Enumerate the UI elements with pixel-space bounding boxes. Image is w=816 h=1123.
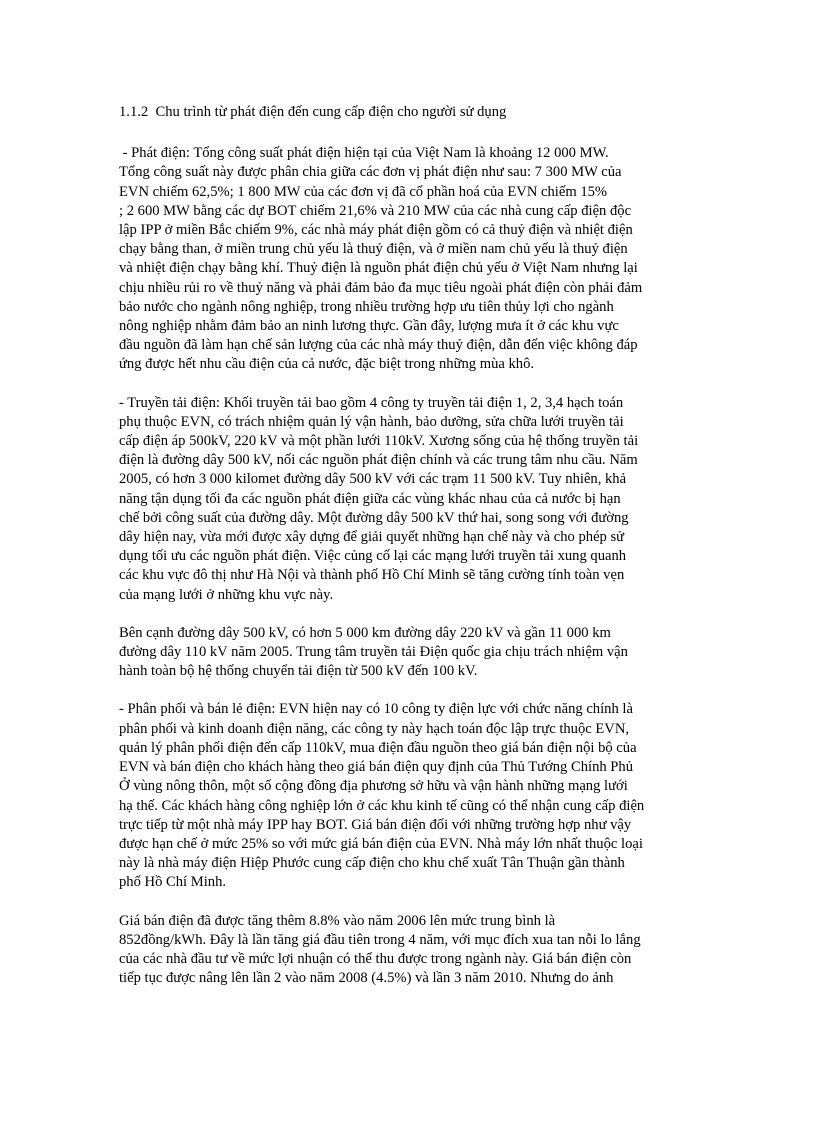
text-line: 852đồng/kWh. Đây là lần tăng giá đầu tiên trong 4 năm, với mục đích xua tan nỗi lo lắng (119, 931, 641, 948)
text-line: đầu nguồn đã làm hạn chế sản lượng của các nhà máy thuỷ điện, dẫn đến việc không đáp (119, 337, 638, 354)
text-line: ; 2 600 MW bằng các dự BOT chiếm 21,6% và 210 MW của các nhà cung cấp điện độc (119, 202, 632, 219)
text-line: điện là đường dây 500 kV, nối các nguồn phát điện chính và các trung tâm nhu cầu. Năm (119, 452, 638, 469)
text-line: Ở vùng nông thôn, một số cộng đồng địa phương sở hữu và vận hành những mạng lưới (119, 778, 628, 795)
text-line: phụ thuộc EVN, có trách nhiệm quản lý vận hành, bảo dưỡng, sửa chữa lưới truyền tải (119, 413, 624, 430)
section-heading: 1.1.2 Chu trình từ phát điện đến cung cấp điện cho người sử dụng (119, 104, 507, 120)
text-line: các khu vực đô thị như Hà Nội và thành phố Hồ Chí Minh sẽ tăng cường tính toàn vẹn (119, 567, 625, 584)
text-line: lập IPP ở miền Bắc chiếm 9%, các nhà máy phát điện gồm có cả thuỷ điện và nhiệt điện (119, 222, 633, 239)
text-line: - Phân phối và bán lẻ điện: EVN hiện nay có 10 công ty điện lực với chức năng chính là (119, 701, 633, 718)
text-line: đường dây 110 kV năm 2005. Trung tâm truyền tải Điện quốc gia chịu trách nhiệm vận (119, 644, 628, 661)
paragraph-phan-phoi (119, 700, 699, 892)
text-line: EVN và bán điện cho khách hàng theo giá bán điện quy định của Thủ Tướng Chính Phủ (119, 759, 634, 776)
text-line: phân phối và kinh doanh điện năng, các công ty này hạch toán độc lập trực thuộc EVN, (119, 720, 630, 737)
text-line: cấp điện áp 500kV, 220 kV và một phần lưới 110kV. Xương sống của hệ thống truyền tải (119, 433, 639, 450)
text-line: năng tận dụng tối đa các nguồn phát điện giữa các vùng khác nhau của cả nước bị hạn (119, 490, 621, 507)
text-line: trực tiếp từ một nhà máy IPP hay BOT. Giá bán điện đối với những trường hợp như vậy (119, 816, 632, 833)
text-line: Giá bán điện đã được tăng thêm 8.8% vào năm 2006 lên mức trung bình là (119, 912, 556, 929)
text-line: chạy bằng than, ở miền trung chủ yếu là thuỷ điện, và ở miền nam chủ yếu là thuỷ điện (119, 241, 628, 258)
text-line: được hạn chế ở mức 25% so với mức giá bán điện của EVN. Nhà máy lớn nhất thuộc loại (119, 835, 643, 852)
paragraph-truyen-tai (119, 394, 699, 605)
text-line: bảo nước cho ngành nông nghiệp, trong nhiều trường hợp ưu tiên thủy lợi cho ngành (119, 298, 614, 315)
paragraph-duong-day (119, 624, 699, 682)
text-line: và nhiệt điện chạy bằng khí. Thuỷ điện là nguồn phát điện chủ yếu ở Việt Nam nhưng lại (119, 260, 638, 277)
text-line: hành toàn bộ hệ thống chuyển tải điện từ 500 kV đến 100 kV. (119, 663, 478, 680)
text-line: - Phát điện: Tổng công suất phát điện hiện tại của Việt Nam là khoảng 12 000 MW. (119, 145, 609, 162)
text-line: EVN chiếm 62,5%; 1 800 MW của các đơn vị đã cổ phần hoá của EVN chiếm 15% (119, 183, 608, 200)
text-line: Tổng công suất này được phân chia giữa các đơn vị phát điện như sau: 7 300 MW của (119, 164, 622, 181)
paragraph-phat-dien (119, 144, 699, 374)
text-line: của mạng lưới ở những khu vực này. (119, 586, 334, 603)
paragraph-gia-ban-dien (119, 912, 699, 989)
text-line: của các nhà đầu tư về mức lợi nhuận có thể thu được trong ngành này. Giá bán điện còn (119, 950, 632, 967)
text-line: - Truyền tải điện: Khối truyền tải bao gồm 4 công ty truyền tải điện 1, 2, 3,4 hạch toán (119, 394, 624, 411)
text-line: Bên cạnh đường dây 500 kV, có hơn 5 000 km đường dây 220 kV và gần 11 000 km (119, 624, 611, 641)
text-line: chế bởi công suất của đường dây. Một đường dây 500 kV thứ hai, song song với đường (119, 509, 629, 526)
text-line: tiếp tục được nâng lên lần 2 vào năm 2008 (4.5%) và lần 3 năm 2010. Nhưng do ảnh (119, 970, 614, 987)
text-line: 2005, có hơn 3 000 kilomet đường dây 500 kV với các trạm 11 500 kV. Tuy nhiên, khả (119, 471, 627, 488)
text-line: quản lý phân phối điện đến cấp 110kV, mua điện đầu nguồn theo giá bán điện nội bộ của (119, 739, 637, 756)
text-line: dụng tối ưu các nguồn phát điện. Việc củng cố lại các mạng lưới truyền tải xung quanh (119, 548, 627, 565)
text-line: dây hiện nay, vừa mới được xây dựng để giải quyết những hạn chế này và cho phép sử (119, 529, 625, 546)
text-line: nông nghiệp nhằm đảm bảo an ninh lương thực. Gần đây, lượng mưa ít ở các khu vực (119, 318, 619, 335)
text-line: hạ thế. Các khách hàng công nghiệp lớn ở các khu kinh tế cũng có thể nhận cung cấp điện (119, 797, 645, 814)
text-line: này là nhà máy điện Hiệp Phước cung cấp điện cho khu chế xuất Tân Thuận gần thành (119, 855, 625, 872)
text-line: ứng được hết nhu cầu điện của cả nước, đặc biệt trong những mùa khô. (119, 356, 535, 373)
text-line: phố Hồ Chí Minh. (119, 874, 227, 891)
text-line: chịu nhiều rủi ro về thuỷ năng và phải đảm bảo đa mục tiêu ngoài phát điện còn phải đảm (119, 279, 643, 296)
document-body (119, 103, 699, 1007)
